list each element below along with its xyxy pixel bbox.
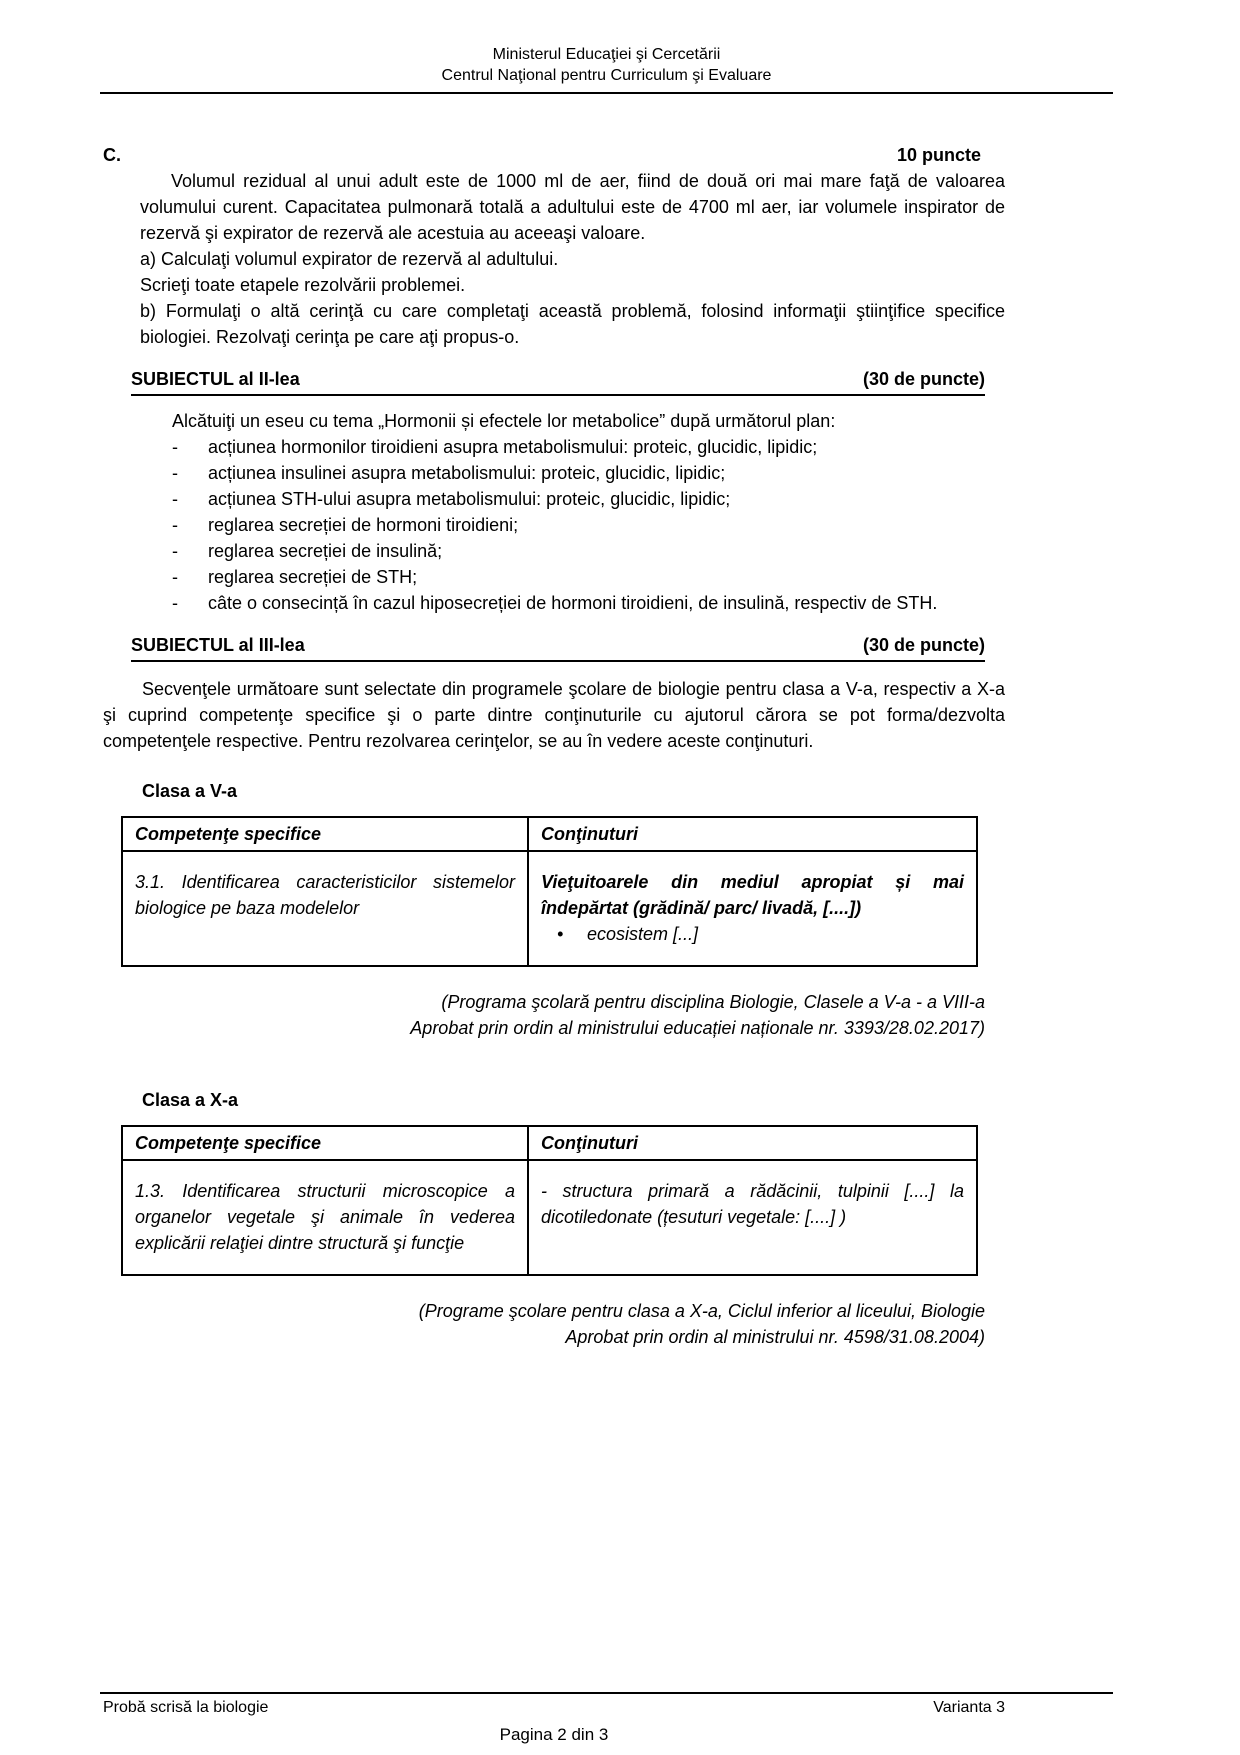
subject3-points: (30 de puncte) — [862, 635, 985, 655]
caption-line: Aprobat prin ordin al ministrului educației naționale nr. 3393/28.02.2017) — [410, 1018, 985, 1038]
class10-table — [121, 1125, 978, 1276]
list-item: - reglarea secreției de hormoni tiroidieni; — [172, 512, 1005, 538]
list-item: - reglarea secreției de STH; — [172, 564, 1005, 590]
section-c-paragraph: Volumul rezidual al unui adult este de 1000 ml de aer, fiind de două ori mai mare faţă de valoarea volumului curent. Capacitatea pulmonară totală a adultului este de 4700 ml aer, iar volumele inspirator de rezervă şi expirator de rezervă ale acestuia au aceeaşi valoare. — [140, 171, 1005, 243]
header-cell-continuturi: Conţinuturi — [528, 817, 977, 851]
footer-exam-name: Probă scrisă la biologie — [103, 1699, 269, 1716]
subject3-heading — [131, 632, 985, 662]
header-line-2: Centrul Naţional pentru Curriculum şi Evaluare — [441, 67, 772, 84]
table-row — [122, 1160, 977, 1275]
content-bold-text: Vieţuitoarele din mediul apropiat și mai îndepărtat (grădină/ parc/ livadă, [....]) — [541, 872, 964, 918]
subject2-title: SUBIECTUL al II-lea — [131, 369, 300, 389]
list-item: - acțiunea insulinei asupra metabolismului: proteic, glucidic, lipidic; — [172, 460, 1005, 486]
section-c-item-b: b) Formulaţi o altă cerinţă cu care completaţi această problemă, folosind informaţii ştiinţifice specifice biologiei. Rezolvaţi cerinţa pe care aţi propus-o. — [140, 301, 1005, 347]
content-cell — [528, 1160, 977, 1275]
footer-rule — [100, 1692, 1113, 1694]
header-cell-competente: Competenţe specifice — [122, 817, 528, 851]
subject2-intro: Alcătuiţi un eseu cu tema „Hormonii și efectele lor metabolice” după următorul plan: — [172, 411, 836, 431]
content-bullet-item: • ecosistem [...] — [541, 921, 964, 947]
section-c-block — [140, 168, 1005, 350]
competence-cell — [122, 1160, 528, 1275]
footer-page-number: Pagina 2 din 3 — [499, 1725, 609, 1744]
table-header-row — [122, 817, 977, 851]
caption-line: (Programa şcolară pentru disciplina Biologie, Clasele a V-a - a VIII-a — [441, 992, 985, 1012]
content-cell — [528, 851, 977, 966]
class5-caption — [103, 989, 985, 1041]
page-header — [0, 0, 1240, 94]
class5-table — [121, 816, 978, 967]
list-item: - acțiunea hormonilor tiroidieni asupra metabolismului: proteic, glucidic, lipidic; — [172, 434, 1005, 460]
class10-title: Clasa a X-a — [142, 1090, 239, 1110]
section-c-item-a: a) Calculaţi volumul expirator de rezervă al adultului. — [140, 249, 559, 269]
header-cell-competente: Competenţe specifice — [122, 1126, 528, 1160]
caption-line: Aprobat prin ordin al ministrului nr. 4598/31.08.2004) — [565, 1327, 985, 1347]
footer-variant: Varianta 3 — [933, 1699, 1005, 1716]
list-item: - câte o consecință în cazul hiposecreției de hormoni tiroidieni, de insulină, respectiv de STH. — [172, 590, 1005, 616]
section-c-heading — [103, 142, 1005, 168]
document-body — [103, 142, 1005, 1350]
section-c-points: 10 puncte — [896, 145, 981, 165]
table-row — [122, 851, 977, 966]
subject2-points: (30 de puncte) — [862, 369, 985, 389]
header-rule — [100, 92, 1113, 94]
table-header-row — [122, 1126, 977, 1160]
header-line-1: Ministerul Educaţiei şi Cercetării — [492, 46, 721, 63]
competence-text: 1.3. Identificarea structurii microscopice a organelor vegetale şi animale în vederea explicării relaţiei dintre structură şi funcţie — [135, 1181, 515, 1253]
class5-title: Clasa a V-a — [142, 781, 238, 801]
competence-text: 3.1. Identificarea caracteristicilor sistemelor biologice pe baza modelelor — [135, 872, 515, 918]
content-text: - structura primară a rădăcinii, tulpinii [....] la dicotiledonate (țesuturi vegetale: [....] ) — [541, 1181, 964, 1227]
header-cell-continuturi: Conţinuturi — [528, 1126, 977, 1160]
subject2-heading — [131, 366, 985, 396]
class10-caption — [103, 1298, 985, 1350]
list-item: - reglarea secreției de insulină; — [172, 538, 1005, 564]
list-item: - acțiunea STH-ului asupra metabolismului: proteic, glucidic, lipidic; — [172, 486, 1005, 512]
competence-cell — [122, 851, 528, 966]
essay-plan-list — [172, 434, 1005, 616]
subject3-title: SUBIECTUL al III-lea — [131, 635, 305, 655]
caption-line: (Programe şcolare pentru clasa a X-a, Ciclul inferior al liceului, Biologie — [418, 1301, 985, 1321]
subject3-paragraph: Secvenţele următoare sunt selectate din programele şcolare de biologie pentru clasa a V-a, respectiv a X-a şi cuprind competenţe specifice şi o parte dintre conţinuturile cu ajutorul cărora se pot forma/dezvolta competenţele respective. Pentru rezolvarea cerinţelor, se au în vedere aceste conţinuturi. — [103, 679, 1005, 751]
page-footer — [0, 1692, 1240, 1748]
footer-row — [103, 1696, 1005, 1720]
section-c-label: C. — [103, 145, 121, 165]
section-c-note: Scrieţi toate etapele rezolvării problemei. — [140, 275, 466, 295]
